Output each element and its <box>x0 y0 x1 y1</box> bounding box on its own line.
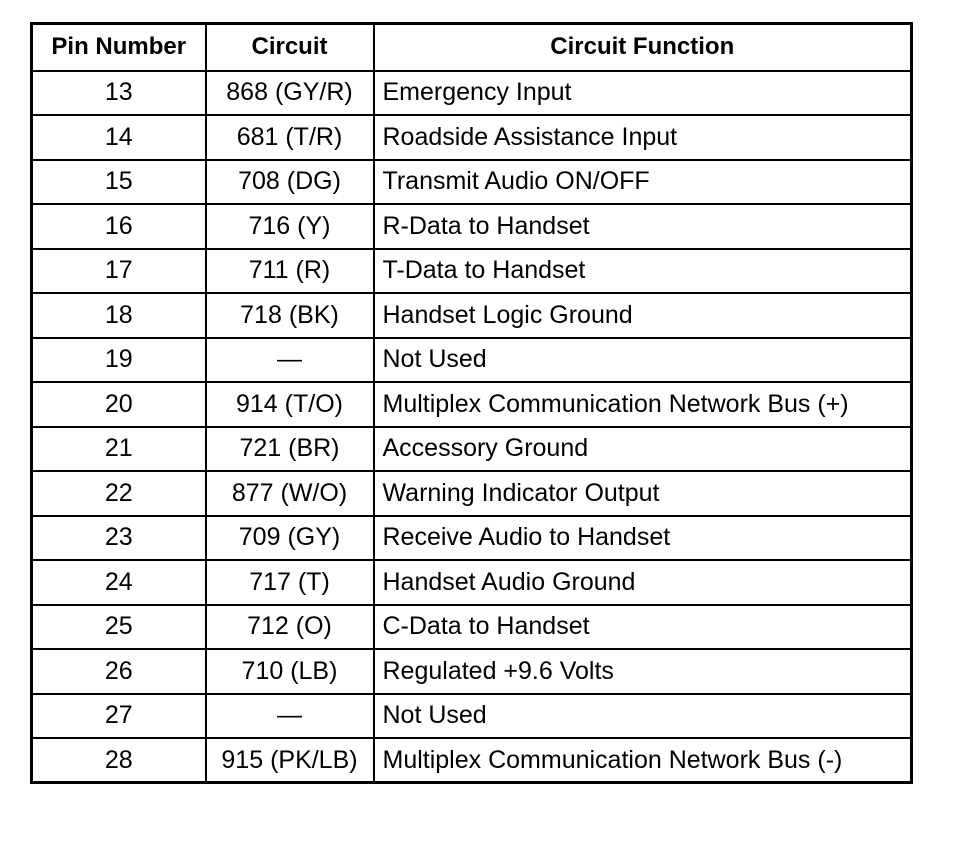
table-row <box>32 338 912 383</box>
function-cell: Multiplex Communication Network Bus (-) <box>374 738 912 783</box>
circuit-cell: 721 (BR) <box>206 427 374 472</box>
header-row <box>32 24 912 71</box>
table-row <box>32 293 912 338</box>
pin-cell: 13 <box>32 71 206 116</box>
table-row <box>32 71 912 116</box>
pin-cell: 22 <box>32 471 206 516</box>
pin-cell: 23 <box>32 516 206 561</box>
table-row <box>32 160 912 205</box>
table-row <box>32 738 912 783</box>
circuit-cell: 914 (T/O) <box>206 382 374 427</box>
pin-cell: 25 <box>32 605 206 650</box>
function-cell: Receive Audio to Handset <box>374 516 912 561</box>
header-circuit-function: Circuit Function <box>374 24 912 71</box>
function-cell: R-Data to Handset <box>374 204 912 249</box>
circuit-cell: 681 (T/R) <box>206 115 374 160</box>
table-row <box>32 204 912 249</box>
pin-cell: 28 <box>32 738 206 783</box>
circuit-cell: 915 (PK/LB) <box>206 738 374 783</box>
function-cell: Handset Logic Ground <box>374 293 912 338</box>
table-row <box>32 427 912 472</box>
function-cell: C-Data to Handset <box>374 605 912 650</box>
pin-cell: 14 <box>32 115 206 160</box>
circuit-cell: 718 (BK) <box>206 293 374 338</box>
function-cell: Warning Indicator Output <box>374 471 912 516</box>
function-cell: T-Data to Handset <box>374 249 912 294</box>
header-circuit: Circuit <box>206 24 374 71</box>
circuit-cell: 708 (DG) <box>206 160 374 205</box>
circuit-cell: 712 (O) <box>206 605 374 650</box>
pin-cell: 27 <box>32 694 206 739</box>
function-cell: Emergency Input <box>374 71 912 116</box>
function-cell: Regulated +9.6 Volts <box>374 649 912 694</box>
function-cell: Multiplex Communication Network Bus (+) <box>374 382 912 427</box>
circuit-cell: — <box>206 694 374 739</box>
function-cell: Not Used <box>374 338 912 383</box>
table-row <box>32 382 912 427</box>
circuit-cell: 710 (LB) <box>206 649 374 694</box>
function-cell: Transmit Audio ON/OFF <box>374 160 912 205</box>
table-header <box>32 24 912 71</box>
circuit-cell: 877 (W/O) <box>206 471 374 516</box>
pin-circuit-table <box>30 22 913 784</box>
table-row <box>32 115 912 160</box>
pin-cell: 18 <box>32 293 206 338</box>
circuit-cell: — <box>206 338 374 383</box>
pin-table-container <box>30 22 913 784</box>
table-row <box>32 516 912 561</box>
table-row <box>32 605 912 650</box>
table-row <box>32 249 912 294</box>
header-pin-number: Pin Number <box>32 24 206 71</box>
pin-cell: 15 <box>32 160 206 205</box>
pin-cell: 21 <box>32 427 206 472</box>
circuit-cell: 711 (R) <box>206 249 374 294</box>
function-cell: Accessory Ground <box>374 427 912 472</box>
circuit-cell: 716 (Y) <box>206 204 374 249</box>
pin-cell: 16 <box>32 204 206 249</box>
table-row <box>32 694 912 739</box>
table-row <box>32 471 912 516</box>
function-cell: Not Used <box>374 694 912 739</box>
circuit-cell: 717 (T) <box>206 560 374 605</box>
circuit-cell: 709 (GY) <box>206 516 374 561</box>
table-body <box>32 71 912 783</box>
pin-cell: 20 <box>32 382 206 427</box>
function-cell: Handset Audio Ground <box>374 560 912 605</box>
pin-cell: 24 <box>32 560 206 605</box>
table-row <box>32 649 912 694</box>
table-row <box>32 560 912 605</box>
circuit-cell: 868 (GY/R) <box>206 71 374 116</box>
pin-cell: 19 <box>32 338 206 383</box>
pin-cell: 26 <box>32 649 206 694</box>
function-cell: Roadside Assistance Input <box>374 115 912 160</box>
pin-cell: 17 <box>32 249 206 294</box>
